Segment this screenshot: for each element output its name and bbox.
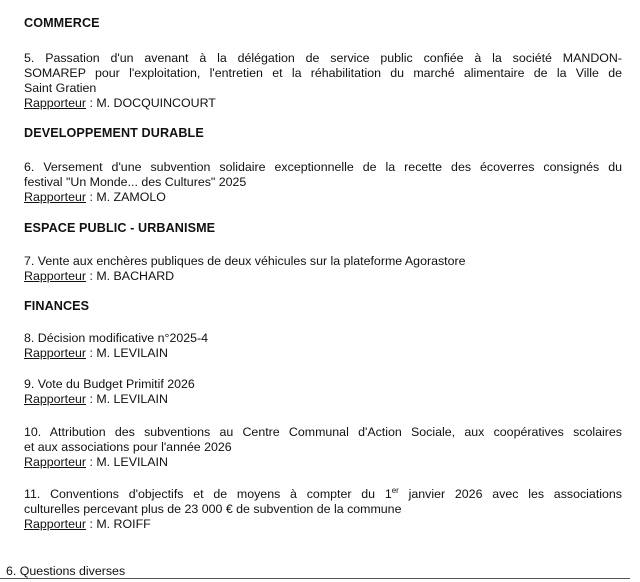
section-title-finances: FINANCES	[24, 299, 90, 313]
footer-divider	[0, 578, 630, 579]
agenda-item-6	[24, 160, 622, 205]
rapporteur-name: M. ROIFF	[96, 517, 151, 531]
agenda-item-10	[24, 425, 622, 470]
agenda-item-9	[24, 377, 622, 407]
rapporteur-name: M. ZAMOLO	[96, 190, 166, 204]
rapporteur-separator: :	[86, 190, 97, 204]
rapporteur-separator: :	[86, 96, 97, 110]
agenda-item-8	[24, 331, 622, 361]
rapporteur-name: M. BACHARD	[96, 269, 175, 283]
rapporteur-label: Rapporteur	[24, 269, 86, 283]
agenda-item-5	[24, 51, 622, 111]
rapporteur-label: Rapporteur	[24, 455, 86, 469]
rapporteur-separator: :	[86, 346, 97, 360]
item-5-line-1: 5. Passation d'un avenant à la délégation de service public confiée à la société MANDON-	[24, 51, 622, 65]
questions-diverses: 6. Questions diverses	[6, 564, 126, 578]
item-5-line-2: SOMAREP pour l'exploitation, l'entretien et la réhabilitation du marché alimentaire de la Ville de	[24, 66, 622, 80]
item-11-line-1-end: janvier 2026 avec les associations	[398, 487, 622, 501]
rapporteur-label: Rapporteur	[24, 96, 86, 110]
rapporteur-label: Rapporteur	[24, 346, 86, 360]
item-10-line-2: et aux associations pour l'année 2026	[24, 440, 232, 454]
item-8-line-1: 8. Décision modificative n°2025-4	[24, 331, 209, 345]
item-9-line-1: 9. Vote du Budget Primitif 2026	[24, 377, 195, 391]
item-7-line-1: 7. Vente aux enchères publiques de deux véhicules sur la plateforme Agorastore	[24, 254, 466, 268]
section-title-developpement-durable: DEVELOPPEMENT DURABLE	[24, 126, 204, 140]
item-9-rapporteur	[24, 392, 622, 407]
item-11-line-1	[24, 487, 622, 502]
agenda-item-11	[24, 487, 622, 532]
item-5-rapporteur	[24, 96, 622, 111]
item-8-rapporteur	[24, 346, 622, 361]
rapporteur-separator: :	[86, 455, 97, 469]
item-6-line-1: 6. Versement d'une subvention solidaire exceptionnelle de la recette des écoverres consignés du	[24, 160, 622, 174]
rapporteur-separator: :	[86, 269, 97, 283]
rapporteur-label: Rapporteur	[24, 392, 86, 406]
item-11-line-2: culturelles percevant plus de 23 000 € de subvention de la commune	[24, 502, 402, 516]
rapporteur-name: M. DOCQUINCOURT	[96, 96, 216, 110]
item-10-line-1: 10. Attribution des subventions au Centre Communal d'Action Sociale, aux coopératives scolaires	[24, 425, 622, 439]
item-5-line-3: Saint Gratien	[24, 81, 97, 95]
item-7-rapporteur	[24, 269, 622, 284]
item-11-line-1-start: 11. Conventions d'objectifs et de moyens à compter du 1	[24, 487, 392, 501]
item-6-line-2: festival "Un Monde... des Cultures" 2025	[24, 175, 247, 189]
rapporteur-name: M. LEVILAIN	[96, 346, 168, 360]
rapporteur-separator: :	[86, 517, 97, 531]
item-11-superscript: er	[391, 485, 399, 495]
rapporteur-name: M. LEVILAIN	[96, 392, 168, 406]
item-11-rapporteur	[24, 517, 622, 532]
section-title-espace-public-urbanisme: ESPACE PUBLIC - URBANISME	[24, 221, 216, 235]
rapporteur-label: Rapporteur	[24, 190, 86, 204]
rapporteur-label: Rapporteur	[24, 517, 86, 531]
agenda-item-7	[24, 254, 622, 284]
item-6-rapporteur	[24, 190, 622, 205]
rapporteur-separator: :	[86, 392, 97, 406]
section-title-commerce: COMMERCE	[24, 16, 100, 30]
rapporteur-name: M. LEVILAIN	[96, 455, 168, 469]
item-10-rapporteur	[24, 455, 622, 470]
